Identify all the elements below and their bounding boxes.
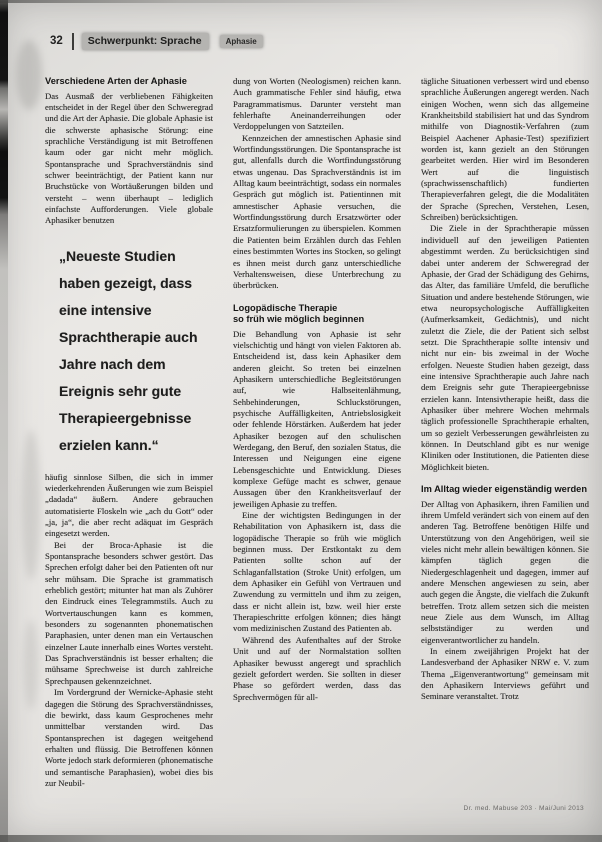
- paragraph: In einem zweijährigen Projekt hat der Landesverband der Aphasiker NRW e. V. zum Thema „Eigenverantwortung“ gemeinsam mit den Aphasikern Interviews geführt und Seminare veranstaltet. Trotz: [421, 646, 589, 702]
- paragraph: Eine der wichtigsten Bedingungen in der Rehabilitation von Aphasikern ist, dass die logopädische Therapie so früh wie möglich beginnen muss. Der Erstkontakt zu dem Patienten sollte schon auf der Schlaganfallstation (Stroke Unit) erfolgen, um dem Aphasiker ein Gefühl von Vertrauen und Zuwendung zu vermitteln und ihm zu zeigen, dass er nicht allein ist, bzw. weil hier erste Therapieschritte erfolgen können; dies hängt vom medizinischen Zustand des Patienten ab.: [233, 510, 401, 634]
- paragraph: Die Ziele in der Sprachtherapie müssen individuell auf den jeweiligen Patienten abgestimmt werden. Zu berücksichtigen sind dabei unter anderem der Schweregrad der Aphasie, der Grad der Schädigung des Gehirns, das Alter, das familiäre Umfeld, die berufliche Situation und andere bestehende Störungen, wie etwa neuropsychologische Auffälligkeiten (Aufmerksamkeit, Gedächtnis), und nicht zuletzt die Ziele, die der Patient sich selbst setzt. Die Sprachtherapie sollte intensiv und nicht nur ein- bis zweimal in der Woche erfolgen. Neueste Studien haben gezeigt, dass eine intensive Sprachtherapie auch Jahre nach dem Ereignis sehr gute Therapieergebnisse erzielen kann. Intensivtherapie heißt, dass die Aphasiker über mehrere Wochen mehrmals täglich professionelle Sprachtherapie erhalten, um so gezielt Verbesserungen gewährleisten zu können. In Deutschland gibt es nur wenige Kliniken oder Institutionen, die Patienten diese Möglichkeit bieten.: [421, 223, 589, 472]
- section-tag: Aphasie: [220, 35, 263, 48]
- column-3: [421, 76, 589, 810]
- paragraph: häufig sinnlose Silben, die sich in immer wiederkehrenden Äußerungen wie zum Beispiel „dadada“ äußern. Andere gebrauchen automatisierte Floskeln wie „ach du Gott“ oder „ja, ja“, die aber recht adäquat im Gespräch eingesetzt werden.: [45, 471, 213, 539]
- column1-heading: Verschiedene Arten der Aphasie: [45, 76, 187, 86]
- column3-heading: Im Alltag wieder eigenständig werden: [421, 484, 588, 495]
- paragraph: Die Behandlung von Aphasie ist sehr vielschichtig und hängt von vielen Faktoren ab. Entscheidend ist, dass kein Aphasiker dem anderen gleicht. So treten bei einzelnen Aphasikern unterschiedliche Begleitstörungen auf, wie Halbseitenlähmung, Sehbehinderungen, Schluckstörungen, psychische Auffälligkeiten, Antriebslosigkeit oder fehlende Hörstärken. Außerdem hat jeder Aphasiker bezogen auf den schulischen Werdegang, den Beruf, den sozialen Status, die Interessen und Neigungen eine eigene Lebensgeschichte und Entwicklung. Dieses komplexe Gefüge macht es schwer, genaue Aussagen über den Krankheitsverlauf der jeweiligen Aphasie zu treffen.: [233, 328, 401, 509]
- scan-artifact-left-edge: [0, 0, 8, 842]
- pull-quote: „Neueste Studien haben gezeigt, dass eine intensive Sprachtherapie auch Jahre nach dem Ereignis sehr gute Therapieergebnisse erzielen kann.“: [59, 247, 198, 453]
- page-header: [50, 31, 263, 51]
- scan-artifact-smudge: [24, 620, 38, 710]
- journal-imprint: Dr. med. Mabuse 203 · Mai/Juni 2013: [463, 805, 584, 812]
- paragraph: Im Vordergrund der Wernicke-Aphasie steht dagegen die Störung des Sprachverständnisses, die bewirkt, dass kaum Gesprochenes mehr unmittelbar verstanden wird. Das Spontansprechen ist dagegen weitgehend erhalten und flüssig. Die Betroffenen können Worte jedoch stark deformieren (phonematische und semantische Paraphasien), wobei dies bis zur Neubil-: [45, 687, 213, 788]
- column2-heading: [233, 303, 401, 326]
- page-number: 32: [50, 35, 63, 47]
- section-title: Schwerpunkt: Sprache: [82, 33, 209, 50]
- paragraph: Bei der Broca-Aphasie ist die Spontansprache besonders schwer gestört. Das Sprechen erfolgt daher bei den Patienten oft nur sehr mühsam. Die Sprache ist grammatisch erheblich gestört; mitunter hat man als Zuhörer den Eindruck eines Telegrammstils. Auch zu Wortvertauschungen kann es kommen, besonders zu sogenannten phonematischen Paraphasien, unter denen man ein Vertauschen einzelner Laute innerhalb eines Wortes versteht. Das Sprachverständnis ist besser erhalten; die mühsame Sprechweise ist durch zahlreiche Sprechpausen gekennzeichnet.: [45, 539, 213, 686]
- scan-artifact-smudge: [22, 430, 40, 580]
- scan-artifact-smudge: [16, 40, 42, 110]
- paragraph: dung von Worten (Neologismen) reichen kann. Auch grammatische Fehler sind häufig, etwa Paragrammatismus. Darunter versteht man fehlerhafte Aneinanderreihungen oder Verdoppelungen von Satzteilen.: [233, 76, 401, 132]
- scan-artifact-top-edge: [0, 0, 602, 3]
- heading-line: so früh wie möglich beginnen: [233, 314, 365, 325]
- paragraph: Kennzeichen der amnestischen Aphasie sind Wortfindungsstörungen. Die Spontansprache ist gut, allenfalls durch die Wortfindungsstörung etwas ungenau. Das Sprachverständnis ist im Alltag kaum beeinträchtigt, sodass ein normales Gespräch gut möglich ist. Patientinnen mit amnestischer Aphasie versuchen, die Wortfindungsstörung durch Ersatzwörter oder Ersatzformulierungen zu überspielen. Kommen die Patienten beim Erzählen durch das Fehlen eines bestimmten Wortes ins Stocken, so gelingt es ihnen meist durch ganz unterschiedliche Verhaltensweisen, diese Unterbrechung zu überbrücken.: [233, 132, 401, 291]
- paragraph: Während des Aufenthaltes auf der Stroke Unit und auf der Normalstation sollten Aphasiker bewusst angeregt und sprachlich gezielt gefordert werden. Sie sollten in dieser Phase so gefördert werden, dass das Sprechvermögen für all-: [233, 634, 401, 702]
- article-body: [45, 76, 590, 810]
- paragraph: Das Ausmaß der verbliebenen Fähigkeiten entscheidet in der Regel über den Schweregrad und die Art der Aphasie. Die globale Aphasie ist die schwerste aphasische Störung: eine sprachliche Verständigung ist mit Betroffenen kaum oder gar nicht mehr möglich. Spontansprache und Sprachverständnis sind schwer beeinträchtigt, der Patient kann nur Bruchstücke von Wortäußerungen bilden und versteht – wenn überhaupt – lediglich einfachste Aufforderungen. Viele globale Aphasiker benutzen: [45, 90, 213, 226]
- paragraph: Der Alltag von Aphasikern, ihren Familien und ihrem Umfeld verändert sich von einem auf den anderen Tag. Betroffene benötigen Hilfe und Unterstützung von den Angehörigen, weil sie vieles nicht mehr allein bewältigen können. Sie kämpfen täglich gegen die Niedergeschlagenheit und dagegen, immer auf andere Menschen angewiesen zu sein, aber auch gegen die Ängste, die vielfach die Zukunft betreffen. Trotz allem setzen sich die meisten neue Ziele aus dem Wunsch, im Alltag selbstständiger zu werden und eigenverantwortlicher zu handeln.: [421, 498, 589, 645]
- column-1: [45, 76, 213, 810]
- column-2: [233, 76, 401, 810]
- heading-line: Logopädische Therapie: [233, 302, 338, 313]
- paragraph: tägliche Situationen verbessert wird und ebenso sprachliche Äußerungen angeregt werden. Nach einigen Wochen, wenn sich das allgemeine Krankheitsbild stabilisiert hat und das Syndrom mithilfe von Diagnostik-Verfahren (zum Beispiel Aachener Aphasie-Test) spezifiziert worden ist, kann gezielt an den Störungen gearbeitet werden. Hier wird im Besonderen Wert auf die linguistisch (sprachwissenschaftlich) fundierten Therapieverfahren gelegt, die die Modalitäten der Sprache (Sprechen, Verstehen, Lesen, Schreiben) berücksichtigen.: [421, 76, 589, 223]
- scan-artifact-bottom-edge: [0, 835, 602, 842]
- header-divider: [72, 33, 74, 50]
